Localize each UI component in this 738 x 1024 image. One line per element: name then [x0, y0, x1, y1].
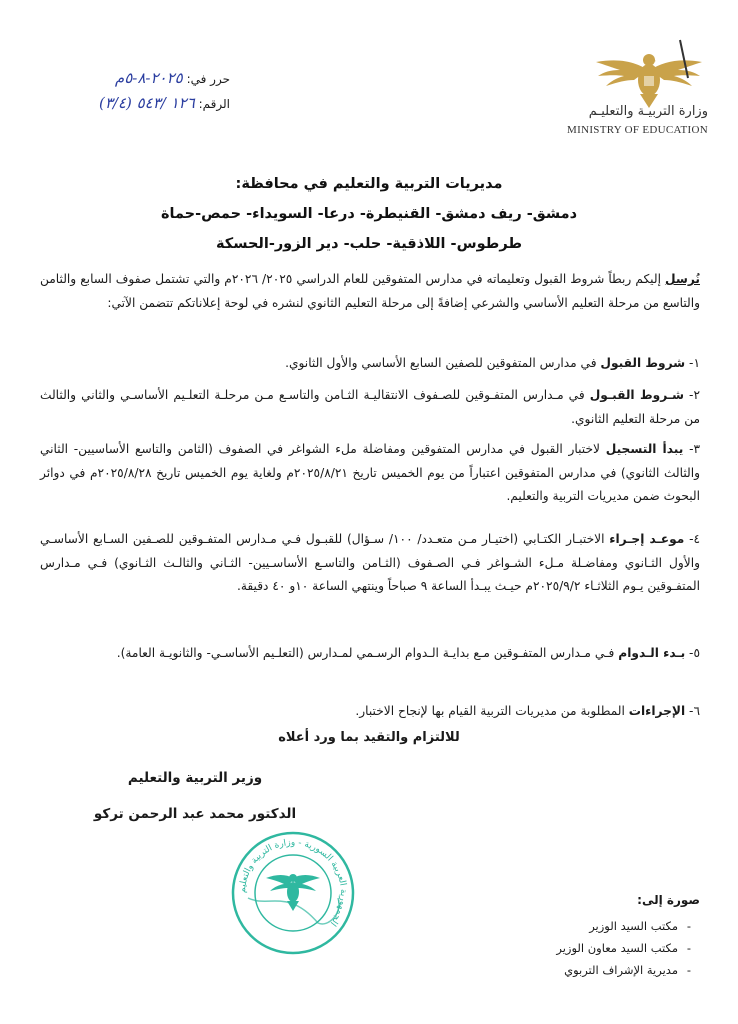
- closing-line: للالتزام والتقيد بما ورد أعلاه: [278, 730, 460, 745]
- item-heading: يبدأ التسجيل: [605, 442, 684, 456]
- intro-lead: نُرسل: [664, 272, 700, 286]
- list-item: [40, 700, 700, 724]
- addressee-title: مديريات التربية والتعليم في محافظة:: [235, 176, 503, 192]
- item-text: المطلوبة من مديريات التربية القيام بها لإنجاح الاختبار.: [355, 704, 629, 718]
- ministry-name-ar: وزارة التربيـة والتعليـم: [588, 104, 708, 119]
- signatory-name: الدكتور محمد عبد الرحمن تركو: [93, 806, 297, 822]
- cc-item-label: مديرية الإشراف التربوي: [564, 963, 678, 977]
- item-number: ٦-: [689, 704, 700, 718]
- item-text: الاختبـار الكتـابي (اختيـار مـن متعـدد/ ١٠٠/ سـؤال) للقبـول فـي مـدارس المتفـوقين للصـفين السـابع الأساسـي والأول الثـانوي ومفاضـلة مـلء الشـواغر فـي الصـفوف (الثـامن والتاسـع الأساسـيين- الثـاني والثالـث الثـانوي) فـي مـدارس المتفـوقين يـوم الثلاثـاء ٢٠٢٥/٩/٢م حيـث يبـدأ الساعة ٩ صباحاً وينتهي الساعة ١٠و ٤٠ دقيقة.: [40, 532, 700, 593]
- eagle-emblem-icon: [590, 40, 708, 110]
- cc-title: صورة إلى:: [637, 893, 700, 907]
- cc-item-dash: -: [686, 919, 692, 933]
- list-item: [40, 384, 700, 431]
- date-ref-block: [60, 66, 230, 116]
- cc-item-label: مكتب السيد الوزير: [589, 919, 678, 933]
- date-line: [60, 66, 230, 91]
- cc-item-label: مكتب السيد معاون الوزير: [556, 941, 678, 955]
- intro-paragraph: [40, 268, 700, 315]
- stamp-seal-icon: [228, 828, 358, 958]
- item-number: ٢-: [689, 388, 700, 402]
- intro-text: إليكم ربطاً شروط القبول وتعليماته في مدارس المتفوقين للعام الدراسي ٢٠٢٥/ ٢٠٢٦م والتي تشتمل صفوف السابع والثامن والتاسع من مرحلة التعليم الأساسي والشرعي إضافةً إلى مرحلة التعليم الثانوي لنشره في لوحة إعلاناتكم تتضمن الآتي:: [40, 272, 700, 310]
- list-item: [40, 642, 700, 666]
- item-number: ٥-: [689, 646, 700, 660]
- list-item: [40, 438, 700, 509]
- stamp-text: الجمهورية العربية السورية - وزارة التربية والتعليم: [237, 837, 349, 928]
- list-item: [40, 528, 700, 599]
- official-stamp: [228, 828, 358, 958]
- ref-value: ١٢٦ /٥٤٣ (٣/٤): [98, 94, 195, 112]
- cc-item-dash: -: [686, 963, 692, 977]
- governorates-line-1: دمشق- ريف دمشق- القنيطرة- درعا- السويداء- حمص-حماة: [160, 206, 578, 222]
- item-text: لاختبار القبول في مدارس المتفوقين ومفاضلة ملء الشواغر في الصفوف (الثامن والتاسع الأساسيين- الثاني والثالث الثانوي) في مدارس المتفوقين اعتباراً من يوم الخميس تاريخ ٢٠٢٥/٨/٢١م ولغاية يوم الخميس تاريخ ٢٠٢٥/٨/٢٨م في دوائر البحوث ضمن مديريات التربية والتعليم.: [40, 442, 701, 503]
- date-value: ٢٠٢٥-٨-٥م: [114, 69, 183, 87]
- cc-item-dash: -: [686, 941, 692, 955]
- date-label: حرر في:: [186, 72, 230, 86]
- pen-mark-icon: [678, 38, 690, 98]
- item-heading: شروط القبول: [600, 356, 686, 370]
- governorates-line-2: طرطوس- اللاذقية- حلب- دير الزور-الحسكة: [215, 236, 523, 252]
- item-heading: شـروط القبـول: [589, 388, 684, 402]
- ref-line: [60, 91, 230, 116]
- item-heading: الإجراءات: [628, 704, 686, 718]
- item-text: فـي مـدارس المتفـوقين مـع بدايـة الـدوام الرسـمي لمـدارس (التعلـيم الأساسـي- والثانويـة العامة).: [116, 646, 619, 660]
- signatory-title: وزير التربية والتعليم: [127, 770, 263, 786]
- ref-label: الرقم:: [198, 97, 230, 111]
- item-number: ٤-: [689, 532, 701, 546]
- cc-item: [520, 915, 700, 937]
- list-item: [40, 352, 700, 376]
- cc-item: [520, 959, 700, 981]
- item-number: ٣-: [689, 442, 701, 456]
- cc-list: [520, 915, 700, 981]
- ministry-name-en: MINISTRY OF EDUCATION: [567, 124, 708, 136]
- cc-item: [520, 937, 700, 959]
- item-heading: بـدء الـدوام: [618, 646, 686, 660]
- item-text: في مـدارس المتفـوقين للصـفوف الانتقاليـة الثـامن والتاسـع مـن مرحلـة التعلـيم الأساسـي والثاني والثالث من مرحلة التعليم الثانوي.: [40, 388, 700, 426]
- item-text: في مدارس المتفوقين للصفين السابع الأساسي والأول الثانوي.: [285, 356, 601, 370]
- item-number: ١-: [689, 356, 700, 370]
- item-heading: موعـد إجـراء: [609, 532, 685, 546]
